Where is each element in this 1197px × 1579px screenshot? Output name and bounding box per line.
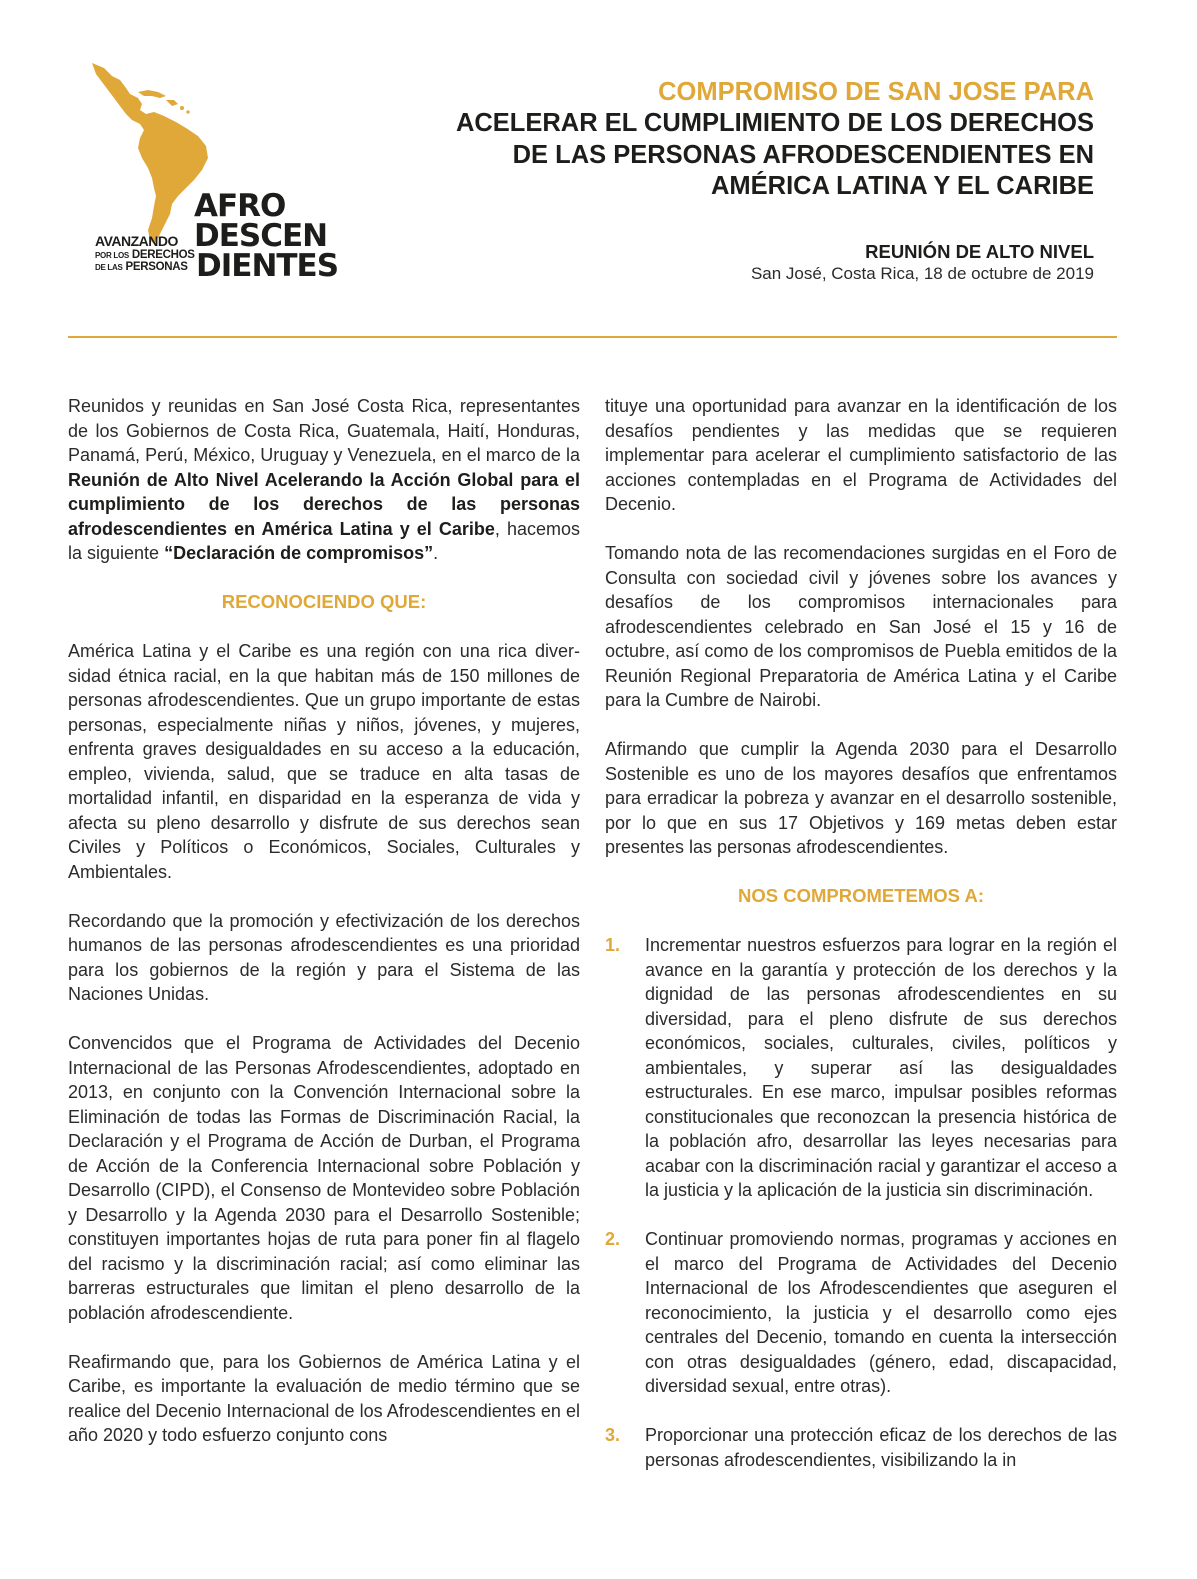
title-line-3: DE LAS PERSONAS AFRODESCENDIENTES EN bbox=[512, 140, 1094, 169]
logo-word-descen: DESCEN bbox=[194, 218, 328, 254]
logo-tagline-main: AVANZANDO bbox=[95, 233, 178, 249]
commitment-item bbox=[605, 1423, 1117, 1472]
logo-tagline-sub bbox=[95, 249, 195, 273]
intro-paragraph bbox=[68, 394, 580, 566]
paragraph-reaffirming: Reafirmando que, para los Gobiernos de América Latina y el Caribe, es importante la evaluación de medio término que se realice del Decenio Internacional de los Afrodescendientes en el año 2020 y todo esfuerzo conjunto cons bbox=[68, 1351, 580, 1445]
commitment-text: Incrementar nuestros esfuerzos para lograr en la región el avance en la garantía y protección de los derechos y la dignidad de las personas afrodescendientes en su diversidad, para el pleno disfrute de sus derechos económicos, sociales, culturales, civiles, políticos y ambientales, y superar así las desigualdades estructurales. En ese marco, impulsar posibles reformas constitucionales que reconozcan la presencia histórica de la población afro, desarrollar las leyes necesarias para acabar con la discriminación racial y garantizar el acceso a la justicia y la aplicación de la justicia sin discriminación. bbox=[645, 935, 1117, 1200]
logo-tagline-line-1: DERECHOS bbox=[131, 249, 195, 261]
logo-tagline-line-2: PERSONAS bbox=[125, 261, 188, 274]
title-line-1: COMPROMISO DE SAN JOSE PARA bbox=[658, 78, 1094, 106]
header-divider bbox=[68, 336, 1117, 338]
commitment-item bbox=[605, 933, 1117, 1203]
heading-commitments: NOS COMPROMETEMOS A: bbox=[738, 885, 984, 906]
paragraph-recalling: Recordando que la promoción y efectivización de los derechos humanos de las personas afrodescendientes es una prioridad para los gobiernos de la región y para el Sistema de las Naciones Unidas. bbox=[68, 910, 580, 1004]
meeting-name: REUNIÓN DE ALTO NIVEL bbox=[865, 240, 1094, 262]
left-column bbox=[68, 394, 580, 1472]
title-line-4: AMÉRICA LATINA Y EL CARIBE bbox=[711, 172, 1094, 200]
paragraph-convinced: Convencidos que el Programa de Actividades del Decenio Internacional de las Personas Afrodescendientes, adoptado en 2013, en conjunto con la Convención Internacional sobre la Eliminación de todas las Formas de Discriminación Racial, la Declaración y el Programa de Acción de Durban, el Programa de Acción de la Conferencia Internacional sobre Población y Desarrollo (CIPD), el Consenso de Montevideo sobre Población y Desarrollo y la Agenda 2030 para el Desarrollo Sostenible; constituyen importantes hojas de ruta para poner fin al flagelo del racismo y la discriminación racial; así como eliminar las barreras estructurales que limitan el pleno desarrollo de la población afrodescendiente. bbox=[68, 1033, 580, 1323]
intro-meeting-title: Reunión de Alto Nivel Acelerando la Acción Global para el cumplimiento de los derechos de las personas afrodescendientes en América Latina y el Caribe bbox=[68, 469, 580, 539]
logo-word-afro: AFRO bbox=[194, 188, 286, 224]
commitment-item bbox=[605, 1227, 1117, 1399]
logo-tagline-small-2: DE LAS bbox=[95, 263, 123, 273]
heading-recognizing: RECONOCIENDO QUE: bbox=[221, 591, 427, 612]
intro-text-e: . bbox=[433, 543, 439, 563]
commitment-text: Proporcionar una protección eficaz de los derechos de las personas afrodescendientes, visibilizando la in bbox=[645, 1425, 1117, 1470]
commitment-number: 2. bbox=[605, 1229, 621, 1249]
commitment-text: Continuar promoviendo normas, programas y acciones en el marco del Programa de Actividades del Decenio Internacional de los Afrodescendientes que aseguren el reconocimiento, la justicia y el desarrollo como ejes centrales del Decenio, tomando en cuenta la intersección con otras desigualdades (género, edad, discapacidad, diversidad sexual, entre otras). bbox=[645, 1229, 1117, 1396]
logo-tagline-small-1: POR LOS bbox=[95, 251, 129, 260]
place-date: San José, Costa Rica, 18 de octubre de 2019 bbox=[750, 263, 1094, 283]
intro-text-a: Reunidos y reunidas en San José Costa Rica, representantes de los Gobiernos de Costa Rica, Guatemala, Haití, Honduras, Panamá, Perú, México, Uruguay y Venezuela, en el marco de la bbox=[68, 396, 580, 465]
commitment-number: 1. bbox=[605, 935, 621, 955]
commitment-number: 3. bbox=[605, 1425, 621, 1445]
title-line-2: ACELERAR EL CUMPLIMIENTO DE LOS DERECHOS bbox=[455, 109, 1094, 137]
intro-text-c: , hacemos la siguiente bbox=[68, 518, 580, 563]
latin-america-map-icon bbox=[82, 58, 212, 248]
logo-word-dientes: DIENTES bbox=[196, 248, 339, 284]
logo bbox=[82, 58, 339, 288]
document-header bbox=[394, 77, 1094, 285]
paragraph-affirming: Afirmando que cumplir la Agenda 2030 para el Desarrollo Sostenible es uno de los mayores desafíos que enfrentamos para erradicar la pobreza y avanzar en el desarrollo sostenible, por lo que en sus 17 Objetivos y 169 metas deben estar presentes las personas afrodescendientes. bbox=[605, 739, 1117, 857]
paragraph-taking-note: Tomando nota de las recomendaciones surgidas en el Foro de Consulta con sociedad civil y jóvenes sobre los avances y desafíos de los compromisos internacionales para afrodescendientes celebrado en San José el 15 y 16 de octubre, así como de los compromisos de Puebla emitidos de la Reunión Regional Preparatoria de América Latina y el Caribe para la Cumbre de Nairobi. bbox=[605, 543, 1117, 710]
paragraph-region: América Latina y el Caribe es una región con una rica diversidad étnica racial, en la que habitan más de 150 millones de personas afrodescendientes. Que un grupo importante de estas personas, especialmente niñas y niños, jóvenes, y mujeres, enfrenta graves desigualdades en su acceso a la educación, empleo, vivienda, salud, que se traduce en alta tasas de mortalidad infantil, en disparidad en la esperanza de vida y afecta su pleno desarrollo y disfrute de sus derechos sean Civiles y Políticos o Económicos, Sociales, Culturales y Ambientales. bbox=[68, 641, 580, 882]
intro-declaration: “Declaración de compromisos” bbox=[164, 543, 434, 563]
paragraph-continuation: tituye una oportunidad para avanzar en la identificación de los desafíos pendientes y las medidas que se requieren implementar para acelerar el cumplimiento satisfactorio de las acciones contempladas en el Programa de Actividades del Decenio. bbox=[605, 396, 1117, 514]
right-column bbox=[605, 394, 1117, 1497]
